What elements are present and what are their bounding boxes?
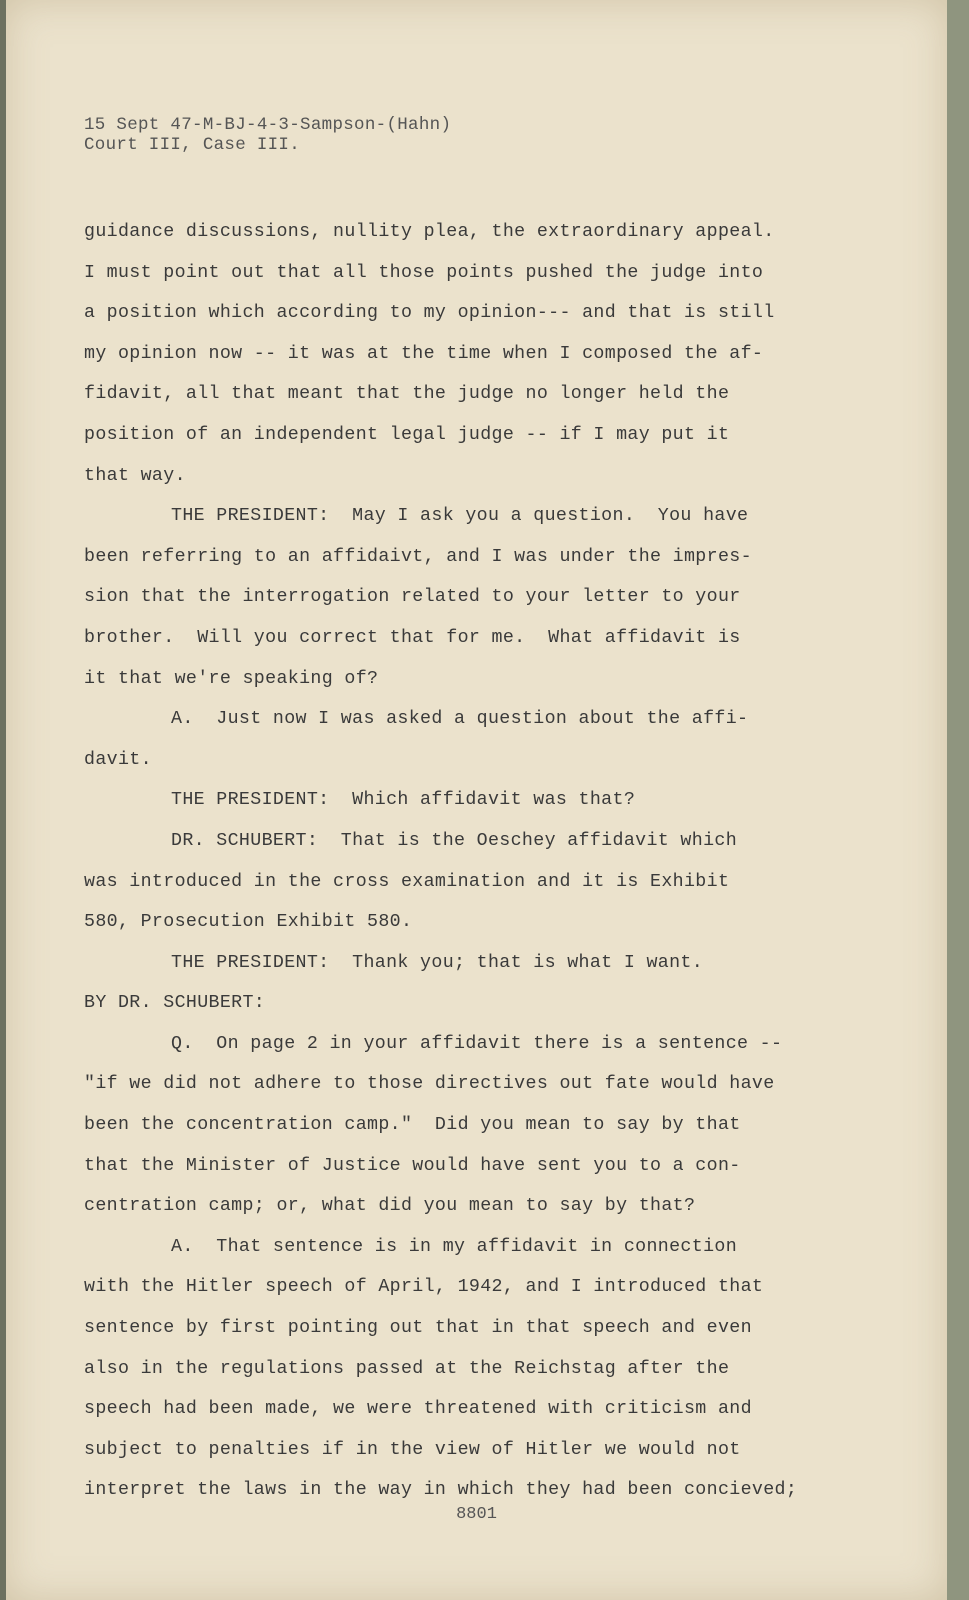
- page-edge: [947, 0, 969, 1600]
- text-line: "if we did not adhere to those directives out fate would have: [84, 1074, 775, 1095]
- text-line: that the Minister of Justice would have sent you to a con-: [84, 1155, 741, 1176]
- text-line: been the concentration camp." Did you mean to say by that: [84, 1115, 741, 1136]
- text-line: I must point out that all those points pushed the judge into: [84, 262, 764, 283]
- text-line: THE PRESIDENT: May I ask you a question. You have: [171, 506, 749, 527]
- text-line: THE PRESIDENT: Thank you; that is what I want.: [171, 952, 704, 973]
- text-line: position of an independent legal judge -- if I may put it: [84, 424, 730, 445]
- text-line: brother. Will you correct that for me. What affidavit is: [84, 627, 741, 648]
- text-line: interpret the laws in the way in which they had been concieved;: [84, 1480, 798, 1501]
- text-line: sentence by first pointing out that in that speech and even: [84, 1318, 752, 1339]
- text-line: was introduced in the cross examination and it is Exhibit: [84, 871, 730, 892]
- text-line: guidance discussions, nullity plea, the extraordinary appeal.: [84, 222, 775, 242]
- text-line: BY DR. SCHUBERT:: [84, 993, 266, 1014]
- document-header: [84, 115, 451, 155]
- text-line: A. Just now I was asked a question about the affi-: [171, 709, 749, 730]
- text-line: speech had been made, we were threatened with criticism and: [84, 1399, 752, 1420]
- text-line: A. That sentence is in my affidavit in connection: [171, 1236, 738, 1257]
- text-line: Q. On page 2 in your affidavit there is a sentence --: [171, 1033, 783, 1054]
- transcript-body: [84, 212, 944, 1511]
- header-line-2: Court III, Case III.: [84, 135, 301, 155]
- text-line: centration camp; or, what did you mean to say by that?: [84, 1196, 696, 1217]
- page-number: 8801: [456, 1505, 497, 1524]
- text-line: my opinion now -- it was at the time when I composed the af-: [84, 343, 764, 364]
- text-line: that way.: [84, 465, 186, 486]
- text-line: a position which according to my opinion--- and that is still: [84, 303, 775, 324]
- text-line: davit.: [84, 749, 152, 770]
- text-line: subject to penalties if in the view of Hitler we would not: [84, 1439, 741, 1460]
- text-line: fidavit, all that meant that the judge no longer held the: [84, 384, 730, 405]
- text-line: it that we're speaking of?: [84, 668, 379, 689]
- text-line: 580, Prosecution Exhibit 580.: [84, 912, 413, 933]
- document-page: [6, 0, 947, 1600]
- text-line: THE PRESIDENT: Which affidavit was that?: [171, 790, 636, 811]
- header-line-1: 15 Sept 47-M-BJ-4-3-Sampson-(Hahn): [84, 115, 452, 135]
- text-line: also in the regulations passed at the Reichstag after the: [84, 1358, 730, 1379]
- text-line: sion that the interrogation related to your letter to your: [84, 587, 741, 608]
- text-line: DR. SCHUBERT: That is the Oeschey affidavit which: [171, 830, 738, 851]
- text-line: been referring to an affidaivt, and I was under the impres-: [84, 546, 752, 567]
- text-line: with the Hitler speech of April, 1942, and I introduced that: [84, 1277, 764, 1298]
